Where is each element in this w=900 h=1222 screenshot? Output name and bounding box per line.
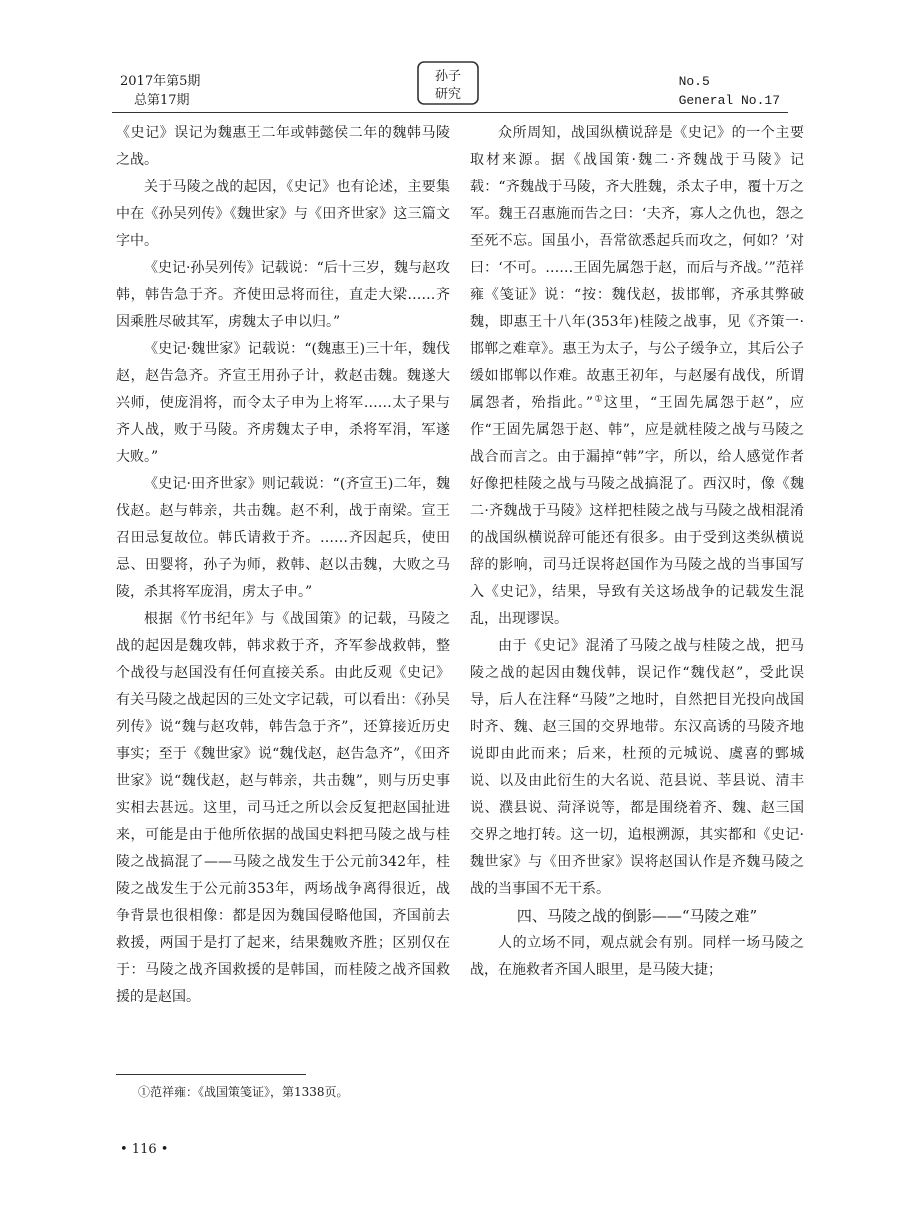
paragraph: 《史记·孙吴列传》记载说：“后十三岁，魏与赵攻韩，韩告急于齐。齐使田忌将而往，直走大梁……齐因乘胜尽破其军，虏魏太子申以归。” [116,260,450,330]
footnote-marker[interactable]: ① [593,394,604,405]
total-issue-label: 总第17期 [134,93,190,108]
right-column [470,120,804,984]
svg-text:研究: 研究 [434,87,462,102]
header-left [120,72,200,110]
section-heading: 四、马陵之战的倒影——“马陵之难” [516,907,758,925]
general-number: General No.17 [678,93,780,108]
issue-label: 2017年第5期 [120,74,201,89]
paragraph: 《史记·田齐世家》则记载说：“(齐宣王)二年，魏伐赵。赵与韩亲，共击魏。赵不利，战于南梁。宣王召田忌复故位。韩氏请救于齐。……齐因起兵，使田忌、田婴将，孙子为师，救韩、赵以击魏，大败之马陵，杀其将军庞涓，虏太子申。” [116,476,450,600]
paragraph: 根据《竹书纪年》与《战国策》的记载，马陵之战的起因是魏攻韩，韩求救于齐，齐军参战救韩，整个战役与赵国没有任何直接关系。由此反观《史记》有关马陵之战起因的三处文字记载，可以看出：《孙吴列传》说“魏与赵攻韩，韩告急于齐”，还算接近历史事实；至于《魏世家》说“魏伐赵，赵告急齐”，《田齐世家》说“魏伐赵，赵与韩亲，共击魏”，则与历史事实相去甚远。这里，司马迁之所以会反复把赵国扯进来，可能是由于他所依据的战国史料把马陵之战与桂陵之战搞混了——马陵之战发生于公元前342年，桂陵之战发生于公元前353年，两场战争离得很近，战争背景也很相像：都是因为魏国侵略他国，齐国前去救援，两国于是打了起来，结果魏败齐胜；区别仅在于：马陵之战齐国救援的是韩国，而桂陵之战齐国救援的是赵国。 [116,611,450,1005]
footnote-rule [116,1074,306,1075]
paragraph: 关于马陵之战的起因，《史记》也有论述，主要集中在《孙吴列传》《魏世家》与《田齐世家》这三篇文字中。 [116,179,450,249]
paragraph: 《史记·魏世家》记载说：“(魏惠王)三十年，魏伐赵，赵告急齐。齐宣王用孙子计，救赵击魏。魏遂大兴师，使庞涓将，而令太子申为上将军……太子果与齐人战，败于马陵。齐虏魏太子申，杀将军涓，军遂大败。” [116,341,450,465]
paragraph: 由于《史记》混淆了马陵之战与桂陵之战，把马陵之战的起因由魏伐韩，误记作“魏伐赵”，受此误导，后人在注释“马陵”之地时，自然把目光投向战国时齐、魏、赵三国的交界地带。东汉高诱的马陵齐地说即由此而来；后来，杜预的元城说、虞喜的鄄城说、以及由此衍生的大名说、范县说、莘县说、清丰说、濮县说、菏泽说等，都是围绕着齐、魏、赵三国交界之地打转。这一切，追根溯源，其实都和《史记·魏世家》与《田齐世家》误将赵国认作是齐魏马陵之战的当事国不无干系。 [470,638,804,897]
svg-text:孙子: 孙子 [434,69,462,84]
header-right [679,72,780,110]
paragraph-text: 众所周知，战国纵横说辞是《史记》的一个主要取材来源。据《战国策·魏二·齐魏战于马陵》记载：“齐魏战于马陵，齐大胜魏，杀太子申，覆十万之军。魏王召惠施而告之曰：‘夫齐，寡人之仇也，怨之至死不忘。国虽小，吾常欲悉起兵而攻之，何如？’对曰：‘不可。……王固先属怨于赵，而后与齐战。’”范祥雍《笺证》说：“按：魏伐赵，拔邯郸，齐承其弊破魏，即惠王十八年(353年)桂陵之战事，见《齐策一·邯郸之难章》。惠王为太子，与公子缓争立，其后公子缓如邯郸以作难。故惠王初年，与赵屡有战伐，所谓属怨者，殆指此。” [470,125,804,411]
header-rule [112,112,788,113]
left-column [116,120,450,1011]
paragraph: 《史记》误记为魏惠王二年或韩懿侯二年的魏韩马陵之战。 [116,125,450,168]
journal-logo [416,60,480,106]
page-number: • 116 • [120,1142,169,1157]
issue-number: No.5 [678,74,710,89]
footnote: ①范祥雍：《战国策笺证》，第1338页。 [138,1085,349,1099]
journal-logo-seal [416,60,480,106]
paragraph-text: 这里，“王固先属怨于赵”，应作“王固先属怨于赵、韩”，应是就桂陵之战与马陵之战合而言之。由于漏掉“韩”字，所以，给人感觉作者好像把桂陵之战与马陵之战搞混了。西汉时，像《魏二·齐魏战于马陵》这样把桂陵之战与马陵之战相混淆的战国纵横说辞可能还有很多。由于受到这类纵横说辞的影响，司马迁误将赵国作为马陵之战的当事国写入《史记》，结果，导致有关这场战争的记载发生混乱，出现谬误。 [470,395,804,627]
paragraph: 人的立场不同，观点就会有别。同样一场马陵之战，在施救者齐国人眼里，是马陵大捷； [470,935,804,978]
paragraph [470,120,804,633]
